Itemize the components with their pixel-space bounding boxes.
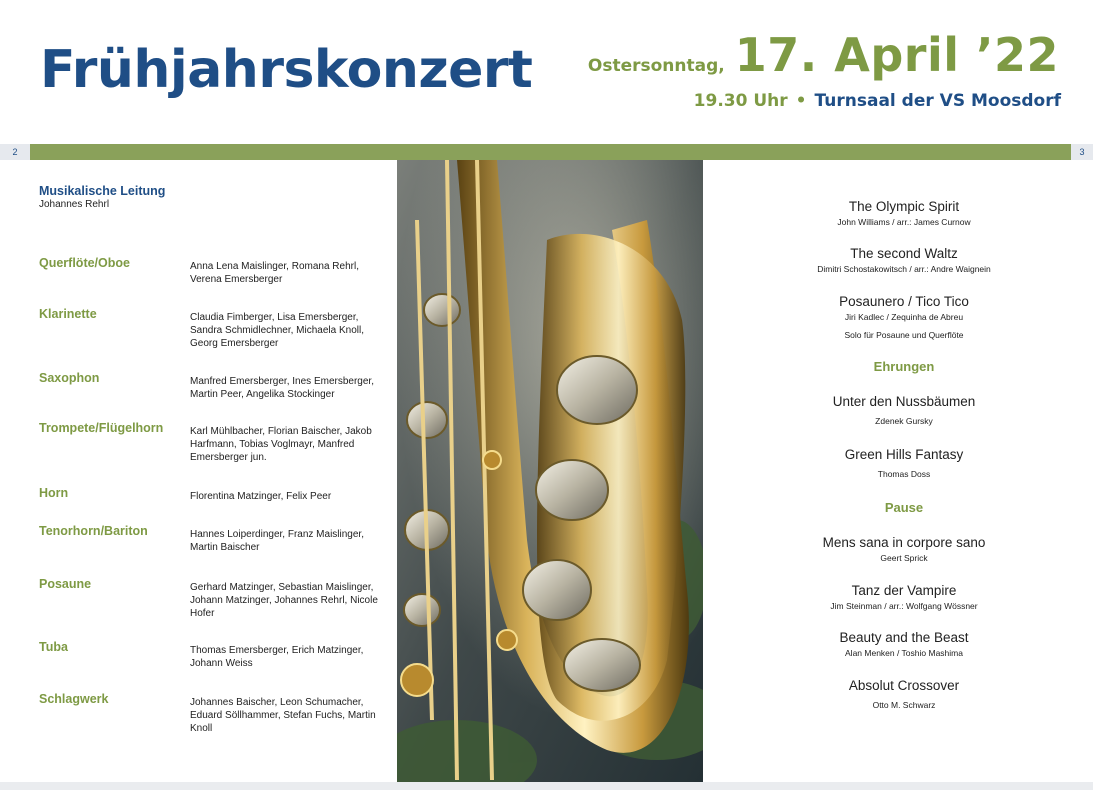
concert-title: Frühjahrskonzert	[40, 40, 533, 100]
program-item	[754, 394, 1054, 426]
saxophone-photo	[397, 160, 703, 782]
concert-date: 17. April ’22	[734, 28, 1059, 82]
separator-bullet: •	[795, 91, 807, 111]
piece-title: Tanz der Vampire	[851, 583, 957, 598]
leitung-heading: Musikalische Leitung	[39, 184, 166, 198]
program-heading-pause: Pause	[884, 500, 924, 515]
piece-title: Posaunero / Tico Tico	[839, 294, 969, 309]
players-list: Hannes Loiperdinger, Franz Maislinger, Martin Baischer	[190, 529, 364, 553]
instrument-label: Tuba	[39, 640, 68, 654]
piece-composer: Otto M. Schwarz	[872, 700, 936, 710]
piece-title: The second Waltz	[850, 246, 958, 261]
piece-composer: Jim Steinman / arr.: Wolfgang Wössner	[830, 601, 978, 611]
divider-band	[0, 144, 1093, 160]
instrument-label: Saxophon	[39, 371, 100, 385]
piece-title: The Olympic Spirit	[848, 199, 960, 214]
date-prefix: Ostersonntag,	[587, 56, 725, 76]
instrument-label: Trompete/Flügelhorn	[39, 421, 164, 435]
date-line	[588, 28, 1059, 82]
concert-time: 19.30 Uhr	[693, 91, 788, 111]
program-item	[754, 535, 1054, 563]
piece-title: Green Hills Fantasy	[844, 447, 964, 462]
piece-composer: Jiri Kadlec / Zequinha de Abreu	[844, 312, 964, 322]
time-venue-line	[694, 91, 1061, 111]
piece-title: Beauty and the Beast	[839, 630, 969, 645]
players-list: Karl Mühlbacher, Florian Baischer, Jakob Harfmann, Tobias Voglmayr, Manfred Emersberger jun.	[190, 426, 372, 463]
instrument-label: Schlagwerk	[39, 692, 109, 706]
piece-composer: John Williams / arr.: James Curnow	[837, 217, 971, 227]
players-list: Manfred Emersberger, Ines Emersberger, Martin Peer, Angelika Stockinger	[190, 376, 374, 400]
players-list: Thomas Emersberger, Erich Matzinger, Johann Weiss	[190, 645, 364, 669]
piece-note: Solo für Posaune und Querflöte	[844, 330, 964, 340]
bottom-strip	[0, 782, 1093, 790]
piece-title: Absolut Crossover	[848, 678, 960, 693]
leitung-name: Johannes Rehrl	[39, 199, 110, 210]
instrument-label: Klarinette	[39, 307, 97, 321]
saxophone-icon	[397, 160, 703, 782]
program-item	[754, 630, 1054, 658]
players-list: Anna Lena Maislinger, Romana Rehrl, Verena Emersberger	[190, 261, 359, 285]
players-list: Gerhard Matzinger, Sebastian Maislinger, Johann Matzinger, Johannes Rehrl, Nicole Hofer	[190, 582, 378, 619]
program-item	[754, 246, 1054, 274]
program-item	[754, 199, 1054, 227]
program-item	[754, 583, 1054, 611]
piece-composer: Dimitri Schostakowitsch / arr.: Andre Waignein	[817, 264, 991, 274]
players-list: Florentina Matzinger, Felix Peer	[190, 491, 332, 502]
page-number-right: 3	[1071, 144, 1093, 160]
piece-composer: Geert Sprick	[880, 553, 928, 563]
program-item	[754, 294, 1054, 340]
players-list: Claudia Fimberger, Lisa Emersberger, Sandra Schmidlechner, Michaela Knoll, Georg Emersberger	[190, 312, 364, 349]
page-number-left: 2	[0, 144, 30, 160]
piece-composer: Thomas Doss	[877, 469, 931, 479]
concert-venue: Turnsaal der VS Moosdorf	[814, 91, 1061, 111]
players-list: Johannes Baischer, Leon Schumacher, Eduard Söllhammer, Stefan Fuchs, Martin Knoll	[190, 697, 376, 734]
piece-composer: Alan Menken / Toshio Mashima	[845, 648, 963, 658]
piece-title: Mens sana in corpore sano	[822, 535, 986, 550]
instrument-label: Horn	[39, 486, 69, 500]
instrument-label: Posaune	[39, 577, 92, 591]
program-heading-ehrungen: Ehrungen	[873, 359, 935, 374]
program-item	[754, 678, 1054, 710]
instrument-label: Tenorhorn/Bariton	[39, 524, 148, 538]
program-item	[754, 447, 1054, 479]
instrument-label: Querflöte/Oboe	[39, 256, 130, 270]
piece-composer: Zdenek Gursky	[875, 416, 933, 426]
piece-title: Unter den Nussbäumen	[832, 394, 976, 409]
